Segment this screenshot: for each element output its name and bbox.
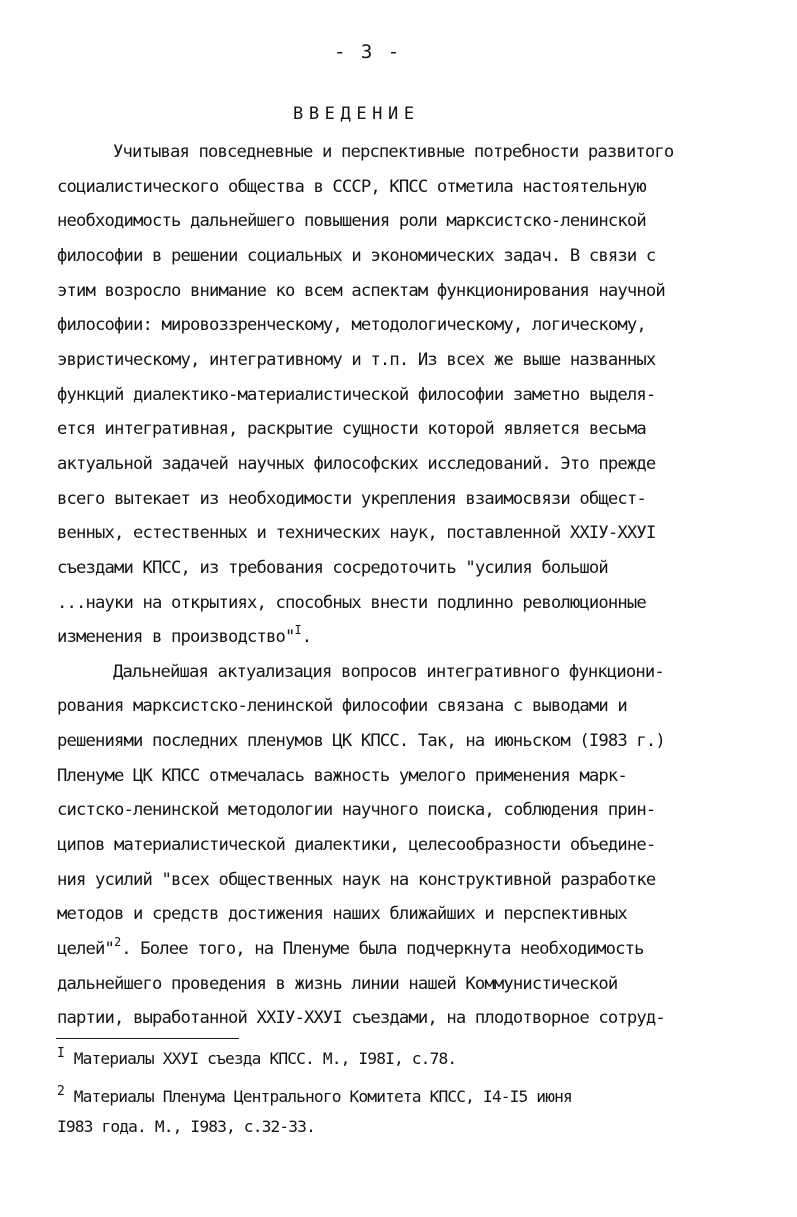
text-line: эвристическому, интегративному и т.п. Из всех же выше названных [57, 350, 656, 370]
text-line: партии, выработанной XXIУ-XXУI съездами, на плодотворное сотруд- [57, 1008, 665, 1028]
text-line-rest: . Более того, на Пленуме была подчеркнута необходимость [121, 939, 644, 959]
text-line-content: изменения в производство" [57, 627, 295, 647]
text-line [57, 937, 644, 961]
footnote-2-continuation: I983 года. М., I983, с.32-33. [57, 1117, 315, 1136]
text-line-content: целей" [57, 939, 114, 959]
text-line: Учитывая повседневные и перспективные потребности развитого [113, 142, 674, 162]
text-line: всего вытекает из необходимости укрепления взаимосвязи общест- [57, 489, 646, 509]
text-line: дальнейшего проведения в жизнь линии нашей Коммунистической [57, 974, 618, 994]
footnote-2 [57, 1085, 572, 1109]
page-title: ВВЕДЕНИЕ [293, 104, 420, 124]
text-line: решениями последних пленумов ЦК КПСС. Так, на июньском (I983 г.) [57, 731, 665, 751]
footnote-separator [56, 1038, 239, 1039]
footnote-mark: 2 [57, 1084, 65, 1099]
text-line: методов и средств достижения наших ближайших и перспективных [57, 904, 627, 924]
text-line: функций диалектико-материалистической философии заметно выделя- [57, 385, 656, 405]
footnote-ref-2: 2 [114, 935, 122, 949]
text-line: Пленуме ЦК КПСС отмечалась важность умелого применения марк- [57, 766, 627, 786]
text-line: философии: мировоззренческому, методологическому, логическому, [57, 315, 646, 335]
text-line: венных, естественных и технических наук, поставленной XXIУ-XXУI [57, 523, 656, 543]
text-line: философии в решении социальных и экономических задач. В связи с [57, 246, 656, 266]
page-number: - 3 - [334, 41, 402, 63]
text-line: рования марксистско-ленинской философии связана с выводами и [57, 696, 627, 716]
text-line: этим возросло внимание ко всем аспектам функционирования научной [57, 281, 665, 301]
text-line: необходимость дальнейшего повышения роли марксистско-ленинской [57, 211, 646, 231]
footnote-mark: I [57, 1046, 65, 1061]
text-line: ципов материалистической диалектики, целесообразности объедине- [57, 835, 656, 855]
text-line [57, 625, 311, 649]
footnote-ref-1: I [294, 623, 302, 637]
text-line: ется интегративная, раскрытие сущности которой является весьма [57, 419, 646, 439]
footnote-1 [57, 1047, 456, 1071]
footnote-text: Материалы Пленума Центрального Комитета КПСС, I4-I5 июня [73, 1087, 572, 1106]
text-line: съездами КПСС, из требования сосредоточить "усилия большой [57, 558, 608, 578]
text-line: актуальной задачей научных философских исследований. Это прежде [57, 454, 656, 474]
text-line: ...науки на открытиях, способных внести подлинно революционные [57, 593, 646, 613]
text-line: ния усилий "всех общественных наук на конструктивной разработке [57, 870, 656, 890]
text-line: социалистического общества в СССР, КПСС отметила настоятельную [57, 177, 646, 197]
text-line: Дальнейшая актуализация вопросов интегративного функциони- [113, 662, 664, 682]
footnote-text: Материалы XXУI съезда КПСС. М., I98I, с.78. [73, 1049, 457, 1068]
text-line-end: . [301, 627, 312, 647]
text-line: систско-ленинской методологии научного поиска, соблюдения прин- [57, 800, 656, 820]
